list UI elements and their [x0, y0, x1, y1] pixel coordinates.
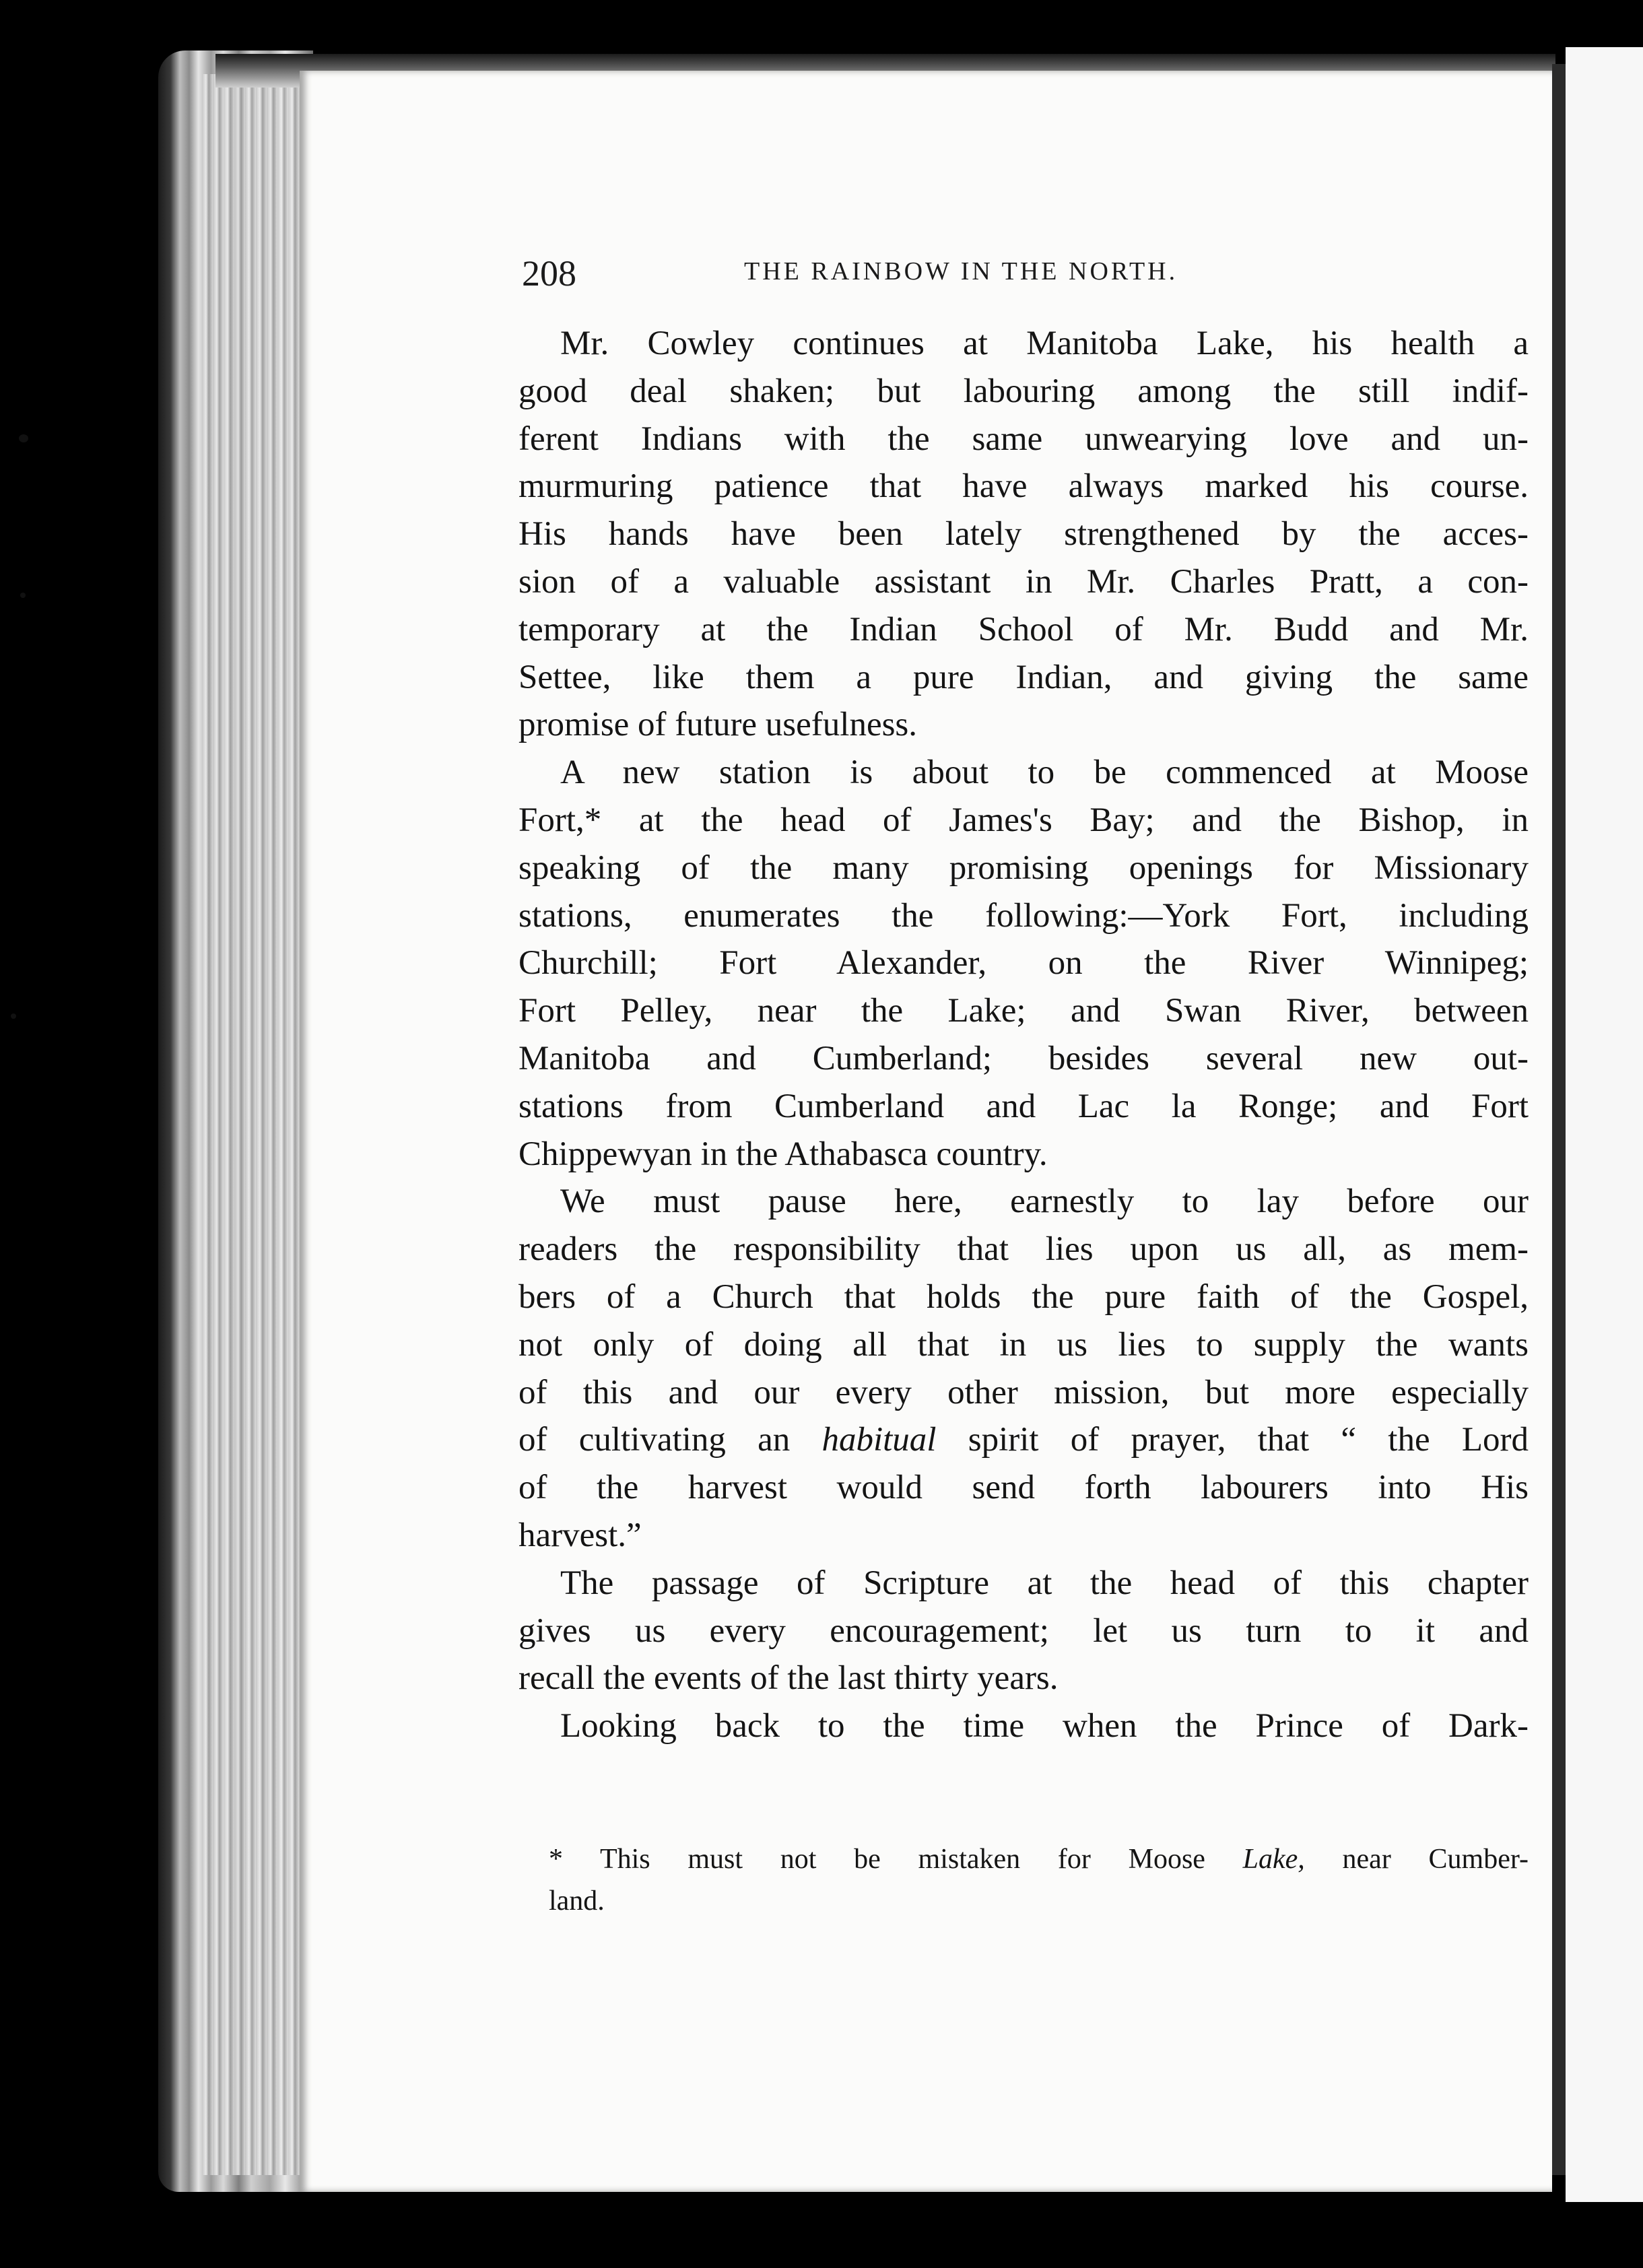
text-line: stations, enumerates the following:—York Fort, including [518, 896, 1529, 935]
text-line: promise of future usefulness. [518, 706, 918, 744]
text-line: Churchill; Fort Alexander, on the River Winnipeg; [518, 944, 1529, 982]
text-run: * This must not be mistaken for Moose [549, 1844, 1243, 1875]
footnote [549, 1838, 1529, 1922]
running-title: THE RAINBOW IN THE NORTH. [744, 257, 1178, 286]
book-gutter [1552, 64, 1566, 2175]
paragraph [518, 749, 1529, 1178]
text-line: Fort Pelley, near the Lake; and Swan River, between [518, 992, 1529, 1030]
text-line: Settee, like them a pure Indian, and giving the same [518, 658, 1529, 696]
text-line [518, 1416, 1529, 1464]
text-line: Chippewyan in the Athabasca country. [518, 1135, 1048, 1173]
text-line: We must pause here, earnestly to lay before our [560, 1182, 1529, 1221]
text-line: Fort,* at the head of James's Bay; and the Bishop, in [518, 801, 1529, 839]
text-line: temporary at the Indian School of Mr. Budd and Mr. [518, 610, 1529, 648]
paragraph [518, 1702, 1529, 1750]
text-line: good deal shaken; but labouring among the still indif- [518, 372, 1529, 410]
text-line: harvest.” [518, 1516, 642, 1554]
italic-run: Lake, [1242, 1844, 1305, 1875]
text-line: ferent Indians with the same unwearying love and un- [518, 420, 1529, 458]
text-line: Looking back to the time when the Prince of Dark- [560, 1707, 1529, 1745]
footnote-line: land. [549, 1886, 605, 1916]
text-run: near Cumber- [1304, 1844, 1529, 1875]
text-line: The passage of Scripture at the head of this chapter [560, 1564, 1529, 1602]
text-line: gives us every encouragement; let us turn to it and [518, 1611, 1529, 1650]
text-line: His hands have been lately strengthened by the acces- [518, 515, 1529, 554]
text-line: of the harvest would send forth labourers into His [518, 1469, 1529, 1507]
body-text [518, 320, 1529, 1750]
text-line: Manitoba and Cumberland; besides several new out- [518, 1039, 1529, 1077]
scan-speck [19, 434, 28, 442]
paragraph [518, 1560, 1529, 1702]
text-run: spirit of prayer, that “ the Lord [936, 1421, 1529, 1459]
text-line: readers the responsibility that lies upon us all, as mem- [518, 1230, 1529, 1269]
italic-run: habitual [822, 1421, 937, 1459]
text-line: of this and our every other mission, but more especially [518, 1373, 1529, 1411]
text-line: not only of doing all that in us lies to supply the wants [518, 1325, 1529, 1364]
running-head [522, 253, 1532, 313]
text-line: speaking of the many promising openings for Missionary [518, 848, 1529, 887]
text-line: A new station is about to be commenced at Moose [560, 754, 1529, 792]
paragraph [518, 1178, 1529, 1559]
book-page-stack [202, 74, 303, 2175]
text-line: Mr. Cowley continues at Manitoba Lake, his health a [560, 325, 1529, 362]
book-page [300, 71, 1552, 2192]
text-line: murmuring patience that have always marked his course. [518, 467, 1529, 506]
paragraph [518, 320, 1529, 749]
text-line: sion of a valuable assistant in Mr. Charles Pratt, a con- [518, 562, 1529, 601]
text-line: recall the events of the last thirty years. [518, 1659, 1059, 1698]
facing-page [1566, 47, 1643, 2202]
scan-speck [20, 593, 26, 598]
page-number: 208 [522, 253, 576, 294]
text-line: stations from Cumberland and Lac la Ronge; and Fort [518, 1087, 1529, 1125]
footnote-line [549, 1838, 1529, 1880]
scan-speck [11, 1013, 16, 1019]
text-line: bers of a Church that holds the pure faith of the Gospel, [518, 1277, 1529, 1316]
text-run: of cultivating an [518, 1421, 822, 1459]
